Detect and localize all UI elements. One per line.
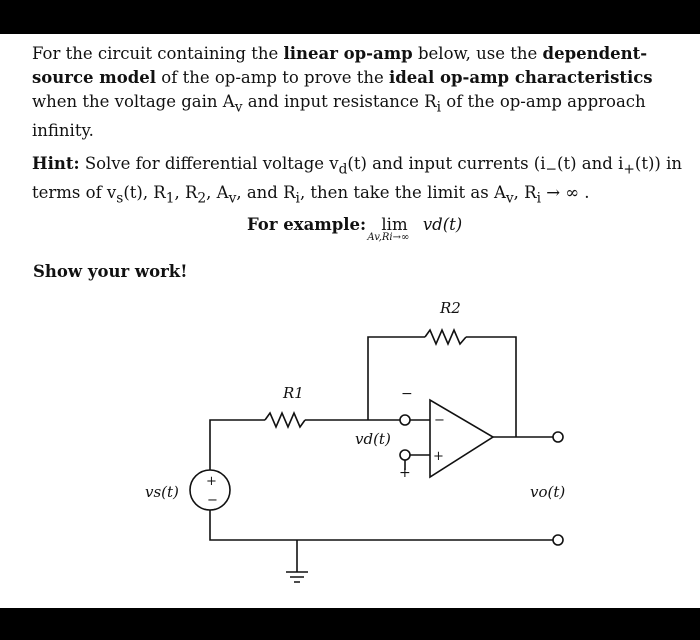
text-run: , and R (236, 183, 296, 203)
subscript: i (436, 99, 442, 116)
text-run: For the circuit containing the (32, 44, 284, 63)
text-run: , R (513, 183, 537, 203)
resistor-r2 (425, 330, 466, 344)
subscript: 2 (197, 190, 207, 207)
text-run: , R (174, 183, 198, 203)
r1-label: R1 (283, 384, 304, 402)
resistor-r1 (265, 413, 305, 427)
subscript: v (228, 190, 237, 207)
text-run: when the voltage gain A (32, 92, 235, 111)
text-run: below, use the (412, 44, 543, 63)
lim-subscript: Av,Ri→∞ (367, 232, 410, 243)
text-run: , A (206, 183, 229, 203)
bold-run: linear op-amp (283, 44, 413, 63)
subscript: i (536, 190, 541, 207)
wire-left (210, 420, 265, 470)
subscript: s (116, 190, 124, 207)
bottom-black-band (0, 608, 700, 640)
r2-label: R2 (440, 299, 461, 317)
text-run: Solve for differential voltage v (79, 154, 339, 173)
text-run: → ∞ . (541, 183, 590, 203)
text-run: , then take the limit as A (299, 183, 506, 203)
vo-label: vo(t) (530, 483, 566, 501)
output-terminal-bottom (553, 535, 563, 545)
minus-terminal (400, 415, 410, 425)
bold-run: dependent-source model (32, 44, 648, 87)
vd-label: vd(t) (355, 430, 391, 448)
subscript: 1 (165, 190, 175, 207)
source-plus-sign: + (206, 474, 217, 489)
output-terminal-top (553, 432, 563, 442)
opamp-plus-sign: + (433, 449, 444, 464)
text-run: of the op-amp to prove the (156, 68, 389, 87)
example-label: For example: (247, 215, 367, 234)
bold-run: ideal op-amp characteristics (389, 68, 653, 87)
plus-sign-node: + (399, 465, 411, 481)
subscript: − (545, 161, 558, 178)
text-run: (t)) in terms of v (32, 154, 682, 203)
subscript: d (338, 161, 348, 178)
subscript: v (234, 99, 243, 116)
text-run: of the op-amp approach infinity. (32, 92, 646, 141)
limit-expression: vd(t) (422, 215, 463, 234)
source-minus-sign: − (207, 493, 218, 508)
subscript: v (505, 190, 514, 207)
text-run: (t) and i (557, 154, 624, 173)
wire-feedback-right (466, 337, 516, 437)
subscript: i (295, 190, 300, 207)
text-run: (t) and input currents (i (347, 154, 546, 173)
vs-label: vs(t) (145, 483, 179, 501)
wire-source-ground (210, 510, 553, 540)
text-run: (t), R (123, 183, 166, 203)
text-run: and input resistance R (242, 92, 437, 111)
plus-terminal (400, 450, 410, 460)
lim-text: lim (381, 215, 408, 234)
wire-feedback-left (368, 337, 425, 420)
opamp-minus-sign: − (434, 413, 445, 428)
ground-symbol (286, 572, 308, 582)
subscript: + (623, 161, 635, 178)
hint-label: Hint: (32, 154, 80, 173)
minus-sign-node: − (401, 386, 413, 402)
show-work-label: Show your work! (33, 262, 188, 281)
opamp-triangle (430, 400, 493, 477)
